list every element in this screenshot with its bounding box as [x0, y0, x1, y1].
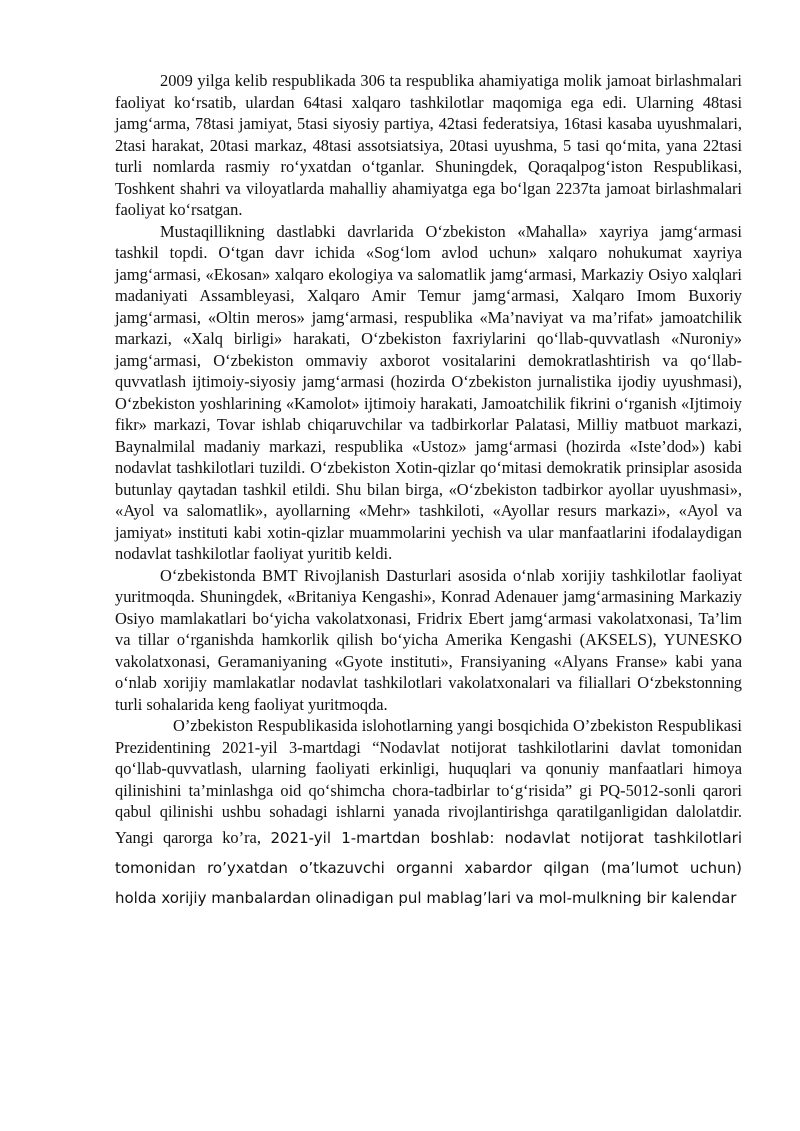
- paragraph-independence-organizations: Mustaqillikning dastlabki davrlarida O‘zbekiston «Mahalla» xayriya jamg‘armasi tashkil topdi. O‘tgan davr ichida «Sog‘lom avlod uchun» xalqaro nohukumat xayriya jamg‘armasi, «Ekosan» xalqaro ekologiya va salomatlik jamg‘armasi, Markaziy Osiyo xalqlari madaniyati Assambleyasi, Xalqaro Amir Temur jamg‘armasi, Xalqaro Imom Buxoriy jamg‘armasi, «Oltin meros» jamg‘armasi, respublika «Ma’naviyat va ma’rifat» jamoatchilik markazi, «Xalq birligi» harakati, O‘zbekiston faxriylarini qo‘llab-quvvatlash «Nuroniy» jamg‘armasi, O‘zbekiston ommaviy axborot vositalarini demokratlashtirish va qo‘llab-quvvatlash ijtimoiy-siyosiy jamg‘armasi (hozirda O‘zbekiston jurnalistika ijodiy uyushmasi), O‘zbekiston yoshlarining «Kamolot» ijtimoiy harakati, Jamoatchilik fikrini o‘rganish «Ijtimoiy fikr» markazi, Tovar ishlab chiqaruvchilar va tadbirkorlar Palatasi, Milliy matbuot markazi, Baynalmilal madaniy markazi, respublika «Ustoz» jamg‘armasi (hozirda «Iste’dod») kabi nodavlat tashkilotlari tuzildi. O‘zbekiston Xotin-qizlar qo‘mitasi demokratik prinsiplar asosida butunlay qaytadan tashkil etildi. Shu bilan birga, «O‘zbekiston tadbirkor ayollar uyushmasi», «Ayol va salomatlik», ayollarning «Mehr» tashkiloti, «Ayollar resurs markazi», «Ayol va jamiyat» instituti kabi xotin-qizlar muammolarini yechish va ular manfaatlarini ifodalaydigan nodavlat tashkilotlar faoliyat yuritib keldi.: [115, 221, 742, 563]
- paragraph-foreign-organizations: O‘zbekistonda BMT Rivojlanish Dasturlari asosida o‘nlab xorijiy tashkilotlar faoliyat yuritmoqda. Shuningdek, «Britaniya Kengashi», Konrad Adenauer jamg‘armasining Markaziy Osiyo mamlakatlari bo‘yicha vakolatxonasi, Fridrix Ebert jamg‘armasi vakolatxonasi, Ta’lim va tillar o‘rganishda hamkorlik qilish bo‘yicha Amerika Kengashi (AKSELS), YUNESKO vakolatxonasi, Geramaniyaning «Gyote instituti», Fransiyaning «Alyans Franse» kabi yana o‘nlab xorijiy mamlakatlar nodavlat tashkilotlari vakolatxonalari va filiallari O‘zbekstonning turli sohalarida keng faoliyat yuritmoqda.: [115, 565, 742, 714]
- paragraph-presidential-decree: [115, 715, 742, 913]
- paragraph-decree-sans-text: 2021-yil 1-martdan boshlab: nodavlat notijorat tashkilotlari tomonidan ro’yxatdan o’tkazuvchi organni xabardor qilgan (ma’lumot uchun) holda xorijiy manbalardan olinadigan pul mablag’lari va mol-mulkning bir kalendar: [115, 828, 742, 907]
- paragraph-decree-serif-text: O’zbekiston Respublikasida islohotlarning yangi bosqichida O’zbekiston Respublikasi Prezidentining 2021-yil 3-martdagi “Nodavlat notijorat tashkilotlarini davlat tomonidan qo‘llab-quvvatlash, ularning faoliyati erkinligi, huquqlari va qonuniy manfaatlari himoya qilinishini ta’minlashga oid qo‘shimcha chora-tadbirlar to‘g‘risida” gi PQ-5012-sonli qarori qabul qilinishi ushbu sohadagi ishlarni yanada rivojlantirishga qaratilganligidan dalolatdir. Yangi qarorga ko’ra,: [115, 716, 742, 847]
- document-page: [115, 70, 742, 913]
- paragraph-statistics-2009: 2009 yilga kelib respublikada 306 ta respublika ahamiyatiga molik jamoat birlashmalari faoliyat ko‘rsatib, ulardan 64tasi xalqaro tashkilotlar maqomiga ega edi. Ularning 48tasi jamg‘arma, 78tasi jamiyat, 5tasi siyosiy partiya, 42tasi federatsiya, 16tasi kasaba uyushmalari, 2tasi harakat, 20tasi markaz, 48tasi assotsiatsiya, 20tasi uyushma, 5 tasi qo‘mita, yana 22tasi turli nomlarda rasmiy ro‘yxatdan o‘tganlar. Shuningdek, Qoraqalpog‘iston Respublikasi, Toshkent shahri va viloyatlarda mahalliy ahamiyatga ega bo‘lgan 2237ta jamoat birlashmalari faoliyat ko‘rsatgan.: [115, 71, 742, 219]
